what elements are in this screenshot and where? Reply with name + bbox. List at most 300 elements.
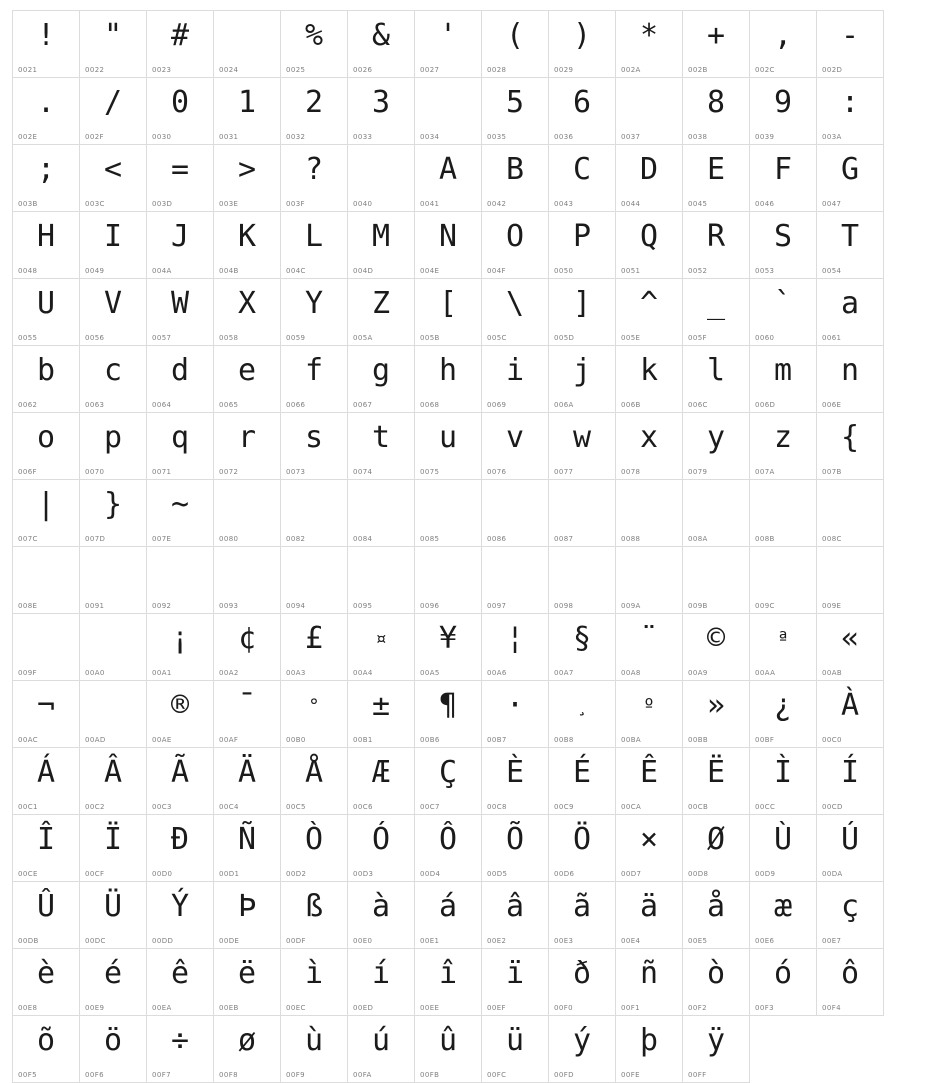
glyph-cell[interactable] [281, 11, 348, 78]
glyph-cell[interactable] [415, 212, 482, 279]
glyph-cell[interactable] [750, 614, 817, 681]
glyph-cell[interactable] [415, 279, 482, 346]
glyph-cell[interactable] [415, 413, 482, 480]
glyph-cell[interactable] [817, 614, 884, 681]
glyph-codepoint: 0023 [152, 66, 172, 74]
glyph-cell[interactable] [549, 11, 616, 78]
glyph-codepoint: 0077 [554, 468, 574, 476]
glyph-character: G [840, 152, 860, 187]
glyph-cell[interactable] [348, 547, 415, 614]
glyph-cell[interactable] [281, 815, 348, 882]
glyph-cell[interactable] [214, 815, 281, 882]
glyph-cell[interactable] [415, 681, 482, 748]
glyph-cell[interactable] [147, 681, 214, 748]
glyph-cell[interactable] [281, 78, 348, 145]
glyph-cell[interactable] [13, 547, 80, 614]
glyph-cell[interactable] [281, 212, 348, 279]
glyph-cell[interactable] [616, 480, 683, 547]
glyph-cell[interactable] [616, 413, 683, 480]
glyph-codepoint: 00D9 [755, 870, 776, 878]
glyph-cell[interactable] [214, 614, 281, 681]
glyph-cell[interactable] [147, 882, 214, 949]
glyph-cell[interactable] [482, 212, 549, 279]
glyph-character: - [840, 18, 860, 53]
glyph-cell[interactable] [281, 681, 348, 748]
glyph-cell[interactable] [13, 212, 80, 279]
glyph-cell[interactable] [214, 748, 281, 815]
glyph-cell[interactable] [147, 748, 214, 815]
glyph-codepoint: 00F1 [621, 1004, 640, 1012]
glyph-codepoint: 0072 [219, 468, 239, 476]
glyph-codepoint: 002F [85, 133, 104, 141]
glyph-character: Á [36, 755, 56, 790]
glyph-codepoint: 0025 [286, 66, 306, 74]
glyph-character: ó [773, 956, 793, 991]
glyph-cell[interactable] [415, 748, 482, 815]
glyph-cell[interactable] [750, 949, 817, 1016]
glyph-cell[interactable] [683, 882, 750, 949]
glyph-cell[interactable] [683, 279, 750, 346]
glyph-cell[interactable] [147, 1016, 214, 1083]
glyph-cell[interactable] [281, 547, 348, 614]
glyph-codepoint: 0098 [554, 602, 574, 610]
glyph-cell[interactable] [13, 346, 80, 413]
glyph-cell[interactable] [549, 681, 616, 748]
glyph-codepoint: 0067 [353, 401, 373, 409]
glyph-cell[interactable] [80, 145, 147, 212]
glyph-codepoint: 0054 [822, 267, 842, 275]
glyph-cell[interactable] [549, 815, 616, 882]
glyph-cell[interactable] [482, 882, 549, 949]
glyph-cell[interactable] [348, 614, 415, 681]
glyph-cell[interactable] [214, 145, 281, 212]
glyph-cell[interactable] [348, 212, 415, 279]
glyph-cell[interactable] [683, 815, 750, 882]
glyph-cell[interactable] [482, 949, 549, 1016]
glyph-cell[interactable] [13, 480, 80, 547]
glyph-cell[interactable] [616, 748, 683, 815]
glyph-cell[interactable] [147, 480, 214, 547]
glyph-cell[interactable] [616, 547, 683, 614]
glyph-cell[interactable] [80, 480, 147, 547]
glyph-cell[interactable] [683, 11, 750, 78]
glyph-cell[interactable] [80, 413, 147, 480]
glyph-character: O [505, 219, 525, 254]
glyph-codepoint: 0080 [219, 535, 239, 543]
glyph-codepoint: 00A6 [487, 669, 507, 677]
glyph-cell[interactable] [13, 614, 80, 681]
glyph-cell[interactable] [415, 949, 482, 1016]
glyph-character: ¤ [375, 628, 387, 650]
glyph-codepoint: 0022 [85, 66, 105, 74]
glyph-cell[interactable] [147, 145, 214, 212]
glyph-cell[interactable] [348, 949, 415, 1016]
glyph-cell[interactable] [750, 145, 817, 212]
glyph-cell[interactable] [13, 78, 80, 145]
glyph-cell[interactable] [750, 279, 817, 346]
glyph-cell[interactable] [549, 748, 616, 815]
glyph-cell[interactable] [147, 547, 214, 614]
glyph-character: ? [304, 152, 324, 187]
glyph-cell[interactable] [482, 547, 549, 614]
glyph-cell[interactable] [214, 346, 281, 413]
glyph-cell[interactable] [214, 949, 281, 1016]
glyph-cell[interactable] [415, 145, 482, 212]
glyph-codepoint: 0060 [755, 334, 775, 342]
glyph-codepoint: 0034 [420, 133, 440, 141]
glyph-cell[interactable] [147, 413, 214, 480]
glyph-codepoint: 00C2 [85, 803, 105, 811]
glyph-cell[interactable] [214, 882, 281, 949]
glyph-cell[interactable] [214, 547, 281, 614]
glyph-character: ò [706, 956, 726, 991]
glyph-codepoint: 004A [152, 267, 172, 275]
glyph-codepoint: 00C1 [18, 803, 38, 811]
glyph-codepoint: 00AA [755, 669, 776, 677]
glyph-character: ª [777, 628, 789, 650]
glyph-cell[interactable] [482, 279, 549, 346]
glyph-character: ç [840, 889, 860, 924]
glyph-cell[interactable] [214, 11, 281, 78]
glyph-cell[interactable] [549, 614, 616, 681]
glyph-codepoint: 00A5 [420, 669, 440, 677]
glyph-codepoint: 00DC [85, 937, 106, 945]
glyph-codepoint: 00E2 [487, 937, 507, 945]
glyph-cell[interactable] [13, 882, 80, 949]
glyph-cell[interactable] [281, 279, 348, 346]
glyph-cell[interactable] [817, 949, 884, 1016]
glyph-cell[interactable] [750, 748, 817, 815]
glyph-cell[interactable] [482, 815, 549, 882]
glyph-cell[interactable] [415, 547, 482, 614]
glyph-character: U [36, 286, 56, 321]
glyph-cell[interactable] [683, 681, 750, 748]
glyph-cell[interactable] [750, 480, 817, 547]
glyph-cell[interactable] [80, 78, 147, 145]
glyph-cell[interactable] [616, 1016, 683, 1083]
glyph-cell[interactable] [817, 882, 884, 949]
glyph-cell[interactable] [214, 279, 281, 346]
glyph-cell[interactable] [616, 11, 683, 78]
glyph-cell[interactable] [13, 1016, 80, 1083]
glyph-cell[interactable] [80, 547, 147, 614]
glyph-cell[interactable] [80, 279, 147, 346]
glyph-cell[interactable] [415, 346, 482, 413]
glyph-codepoint: 0057 [152, 334, 172, 342]
glyph-codepoint: 00E3 [554, 937, 574, 945]
glyph-cell[interactable] [147, 279, 214, 346]
glyph-character: / [103, 85, 123, 120]
glyph-cell[interactable] [415, 480, 482, 547]
glyph-character: É [572, 755, 592, 790]
glyph-cell[interactable] [750, 882, 817, 949]
glyph-codepoint: 00E5 [688, 937, 708, 945]
glyph-cell[interactable] [549, 279, 616, 346]
glyph-cell[interactable] [750, 78, 817, 145]
glyph-character: Ù [773, 822, 793, 857]
glyph-cell[interactable] [348, 748, 415, 815]
glyph-cell[interactable] [549, 346, 616, 413]
glyph-cell[interactable] [482, 480, 549, 547]
glyph-cell[interactable] [549, 949, 616, 1016]
glyph-cell[interactable] [750, 212, 817, 279]
glyph-codepoint: 0096 [420, 602, 440, 610]
glyph-cell[interactable] [817, 212, 884, 279]
glyph-character: 3 [371, 85, 391, 120]
glyph-cell[interactable] [281, 748, 348, 815]
glyph-cell[interactable] [482, 413, 549, 480]
glyph-character: l [706, 353, 726, 388]
glyph-codepoint: 0078 [621, 468, 641, 476]
glyph-cell[interactable] [281, 882, 348, 949]
glyph-cell[interactable] [683, 949, 750, 1016]
glyph-cell[interactable] [214, 212, 281, 279]
glyph-cell[interactable] [616, 949, 683, 1016]
glyph-character: Õ [505, 822, 525, 857]
glyph-cell[interactable] [214, 681, 281, 748]
glyph-character: B [505, 152, 525, 187]
glyph-cell[interactable] [281, 413, 348, 480]
glyph-cell[interactable] [616, 279, 683, 346]
glyph-character: è [36, 956, 56, 991]
glyph-character: \ [505, 286, 525, 321]
glyph-cell[interactable] [482, 681, 549, 748]
glyph-cell[interactable] [13, 949, 80, 1016]
glyph-cell[interactable] [147, 815, 214, 882]
glyph-cell[interactable] [348, 279, 415, 346]
glyph-character: r [237, 420, 257, 455]
glyph-cell[interactable] [750, 681, 817, 748]
glyph-cell[interactable] [214, 1016, 281, 1083]
glyph-cell[interactable] [817, 145, 884, 212]
glyph-cell[interactable] [683, 413, 750, 480]
glyph-codepoint: 0093 [219, 602, 239, 610]
glyph-cell[interactable] [348, 815, 415, 882]
glyph-cell[interactable] [683, 748, 750, 815]
glyph-codepoint: 00D4 [420, 870, 441, 878]
glyph-cell[interactable] [80, 1016, 147, 1083]
glyph-cell[interactable] [683, 480, 750, 547]
glyph-cell[interactable] [683, 614, 750, 681]
glyph-cell[interactable] [348, 145, 415, 212]
glyph-character: ÷ [170, 1023, 190, 1058]
glyph-cell[interactable] [80, 614, 147, 681]
glyph-cell[interactable] [13, 279, 80, 346]
glyph-cell[interactable] [80, 815, 147, 882]
glyph-cell[interactable] [281, 949, 348, 1016]
glyph-character: X [237, 286, 257, 321]
glyph-codepoint: 00D0 [152, 870, 173, 878]
glyph-codepoint: 0055 [18, 334, 38, 342]
glyph-character: z [773, 420, 793, 455]
glyph-cell[interactable] [348, 480, 415, 547]
glyph-character: Å [304, 755, 324, 790]
glyph-cell[interactable] [147, 212, 214, 279]
glyph-cell[interactable] [616, 346, 683, 413]
glyph-character: § [572, 621, 592, 656]
glyph-cell[interactable] [13, 681, 80, 748]
glyph-cell[interactable] [214, 413, 281, 480]
glyph-character: ô [840, 956, 860, 991]
glyph-cell[interactable] [348, 882, 415, 949]
glyph-character: Â [103, 755, 123, 790]
glyph-codepoint: 00CC [755, 803, 776, 811]
glyph-codepoint: 002C [755, 66, 775, 74]
glyph-cell[interactable] [13, 815, 80, 882]
glyph-cell[interactable] [482, 78, 549, 145]
glyph-codepoint: 003F [286, 200, 305, 208]
glyph-cell[interactable] [415, 11, 482, 78]
glyph-cell[interactable] [549, 547, 616, 614]
glyph-cell[interactable] [549, 78, 616, 145]
glyph-character: á [438, 889, 458, 924]
glyph-cell[interactable] [147, 614, 214, 681]
glyph-codepoint: 00F0 [554, 1004, 573, 1012]
glyph-cell[interactable] [549, 882, 616, 949]
glyph-cell[interactable] [415, 882, 482, 949]
glyph-cell[interactable] [80, 949, 147, 1016]
glyph-codepoint: 00FB [420, 1071, 440, 1079]
glyph-cell[interactable] [683, 547, 750, 614]
glyph-cell[interactable] [281, 346, 348, 413]
glyph-cell[interactable] [80, 346, 147, 413]
glyph-codepoint: 0075 [420, 468, 440, 476]
glyph-codepoint: 002A [621, 66, 641, 74]
glyph-cell[interactable] [616, 212, 683, 279]
glyph-cell[interactable] [817, 78, 884, 145]
glyph-codepoint: 0088 [621, 535, 641, 543]
glyph-cell[interactable] [348, 11, 415, 78]
glyph-codepoint: 009A [621, 602, 641, 610]
glyph-cell[interactable] [616, 78, 683, 145]
glyph-cell[interactable] [348, 681, 415, 748]
glyph-cell[interactable] [348, 413, 415, 480]
glyph-cell[interactable] [750, 346, 817, 413]
glyph-cell[interactable] [616, 681, 683, 748]
glyph-cell[interactable] [13, 145, 80, 212]
glyph-cell[interactable] [214, 78, 281, 145]
glyph-character: ü [505, 1023, 525, 1058]
glyph-cell[interactable] [348, 346, 415, 413]
glyph-cell[interactable] [616, 145, 683, 212]
glyph-cell[interactable] [348, 1016, 415, 1083]
glyph-cell[interactable] [482, 145, 549, 212]
glyph-cell[interactable] [817, 346, 884, 413]
glyph-character: ï [505, 956, 525, 991]
glyph-cell[interactable] [348, 78, 415, 145]
glyph-character: { [840, 420, 860, 455]
glyph-cell[interactable] [13, 748, 80, 815]
glyph-cell[interactable] [817, 279, 884, 346]
glyph-character: ì [304, 956, 324, 991]
glyph-cell[interactable] [147, 78, 214, 145]
glyph-cell[interactable] [817, 11, 884, 78]
glyph-cell[interactable] [415, 815, 482, 882]
glyph-cell[interactable] [281, 614, 348, 681]
glyph-cell[interactable] [482, 614, 549, 681]
glyph-cell[interactable] [281, 480, 348, 547]
glyph-cell[interactable] [147, 949, 214, 1016]
glyph-cell[interactable] [13, 11, 80, 78]
glyph-cell[interactable] [817, 681, 884, 748]
glyph-character: D [639, 152, 659, 187]
glyph-cell[interactable] [817, 480, 884, 547]
glyph-character: e [237, 353, 257, 388]
glyph-cell[interactable] [817, 547, 884, 614]
glyph-cell[interactable] [683, 212, 750, 279]
glyph-cell[interactable] [549, 480, 616, 547]
glyph-cell[interactable] [549, 1016, 616, 1083]
glyph-character: Ú [840, 822, 860, 857]
glyph-codepoint: 00A1 [152, 669, 172, 677]
glyph-character: ^ [639, 286, 659, 321]
glyph-cell[interactable] [482, 346, 549, 413]
glyph-character: ¢ [237, 621, 257, 656]
glyph-cell[interactable] [80, 882, 147, 949]
glyph-cell[interactable] [281, 145, 348, 212]
glyph-cell[interactable] [415, 614, 482, 681]
glyph-cell[interactable] [80, 212, 147, 279]
glyph-cell[interactable] [147, 11, 214, 78]
glyph-cell[interactable] [683, 1016, 750, 1083]
glyph-cell[interactable] [214, 480, 281, 547]
glyph-codepoint: 00F8 [219, 1071, 238, 1079]
glyph-cell[interactable] [549, 212, 616, 279]
glyph-cell[interactable] [80, 748, 147, 815]
glyph-cell[interactable] [750, 815, 817, 882]
glyph-cell[interactable] [750, 413, 817, 480]
glyph-cell[interactable] [683, 78, 750, 145]
glyph-cell[interactable] [616, 882, 683, 949]
glyph-cell[interactable] [415, 1016, 482, 1083]
glyph-cell[interactable] [817, 748, 884, 815]
glyph-cell[interactable] [482, 11, 549, 78]
glyph-cell[interactable] [80, 681, 147, 748]
glyph-cell[interactable] [750, 547, 817, 614]
glyph-cell[interactable] [683, 346, 750, 413]
glyph-character: s [304, 420, 324, 455]
glyph-cell[interactable] [616, 815, 683, 882]
glyph-cell[interactable] [683, 145, 750, 212]
glyph-cell[interactable] [13, 413, 80, 480]
glyph-cell[interactable] [80, 11, 147, 78]
glyph-cell[interactable] [817, 815, 884, 882]
glyph-cell[interactable] [549, 145, 616, 212]
glyph-cell[interactable] [147, 346, 214, 413]
glyph-codepoint: 0076 [487, 468, 507, 476]
glyph-codepoint: 0050 [554, 267, 574, 275]
glyph-cell[interactable] [415, 78, 482, 145]
glyph-character: ¬ [36, 688, 56, 723]
glyph-cell[interactable] [750, 11, 817, 78]
glyph-codepoint: 003B [18, 200, 38, 208]
glyph-codepoint: 0044 [621, 200, 641, 208]
glyph-character: S [773, 219, 793, 254]
glyph-cell[interactable] [616, 614, 683, 681]
glyph-codepoint: 0061 [822, 334, 842, 342]
glyph-codepoint: 0021 [18, 66, 38, 74]
glyph-cell[interactable] [549, 413, 616, 480]
glyph-codepoint: 006C [688, 401, 708, 409]
glyph-codepoint: 008C [822, 535, 842, 543]
glyph-cell[interactable] [281, 1016, 348, 1083]
glyph-cell[interactable] [817, 413, 884, 480]
glyph-codepoint: 0084 [353, 535, 373, 543]
glyph-cell[interactable] [482, 748, 549, 815]
glyph-codepoint: 00DF [286, 937, 306, 945]
glyph-codepoint: 0085 [420, 535, 440, 543]
glyph-cell[interactable] [482, 1016, 549, 1083]
